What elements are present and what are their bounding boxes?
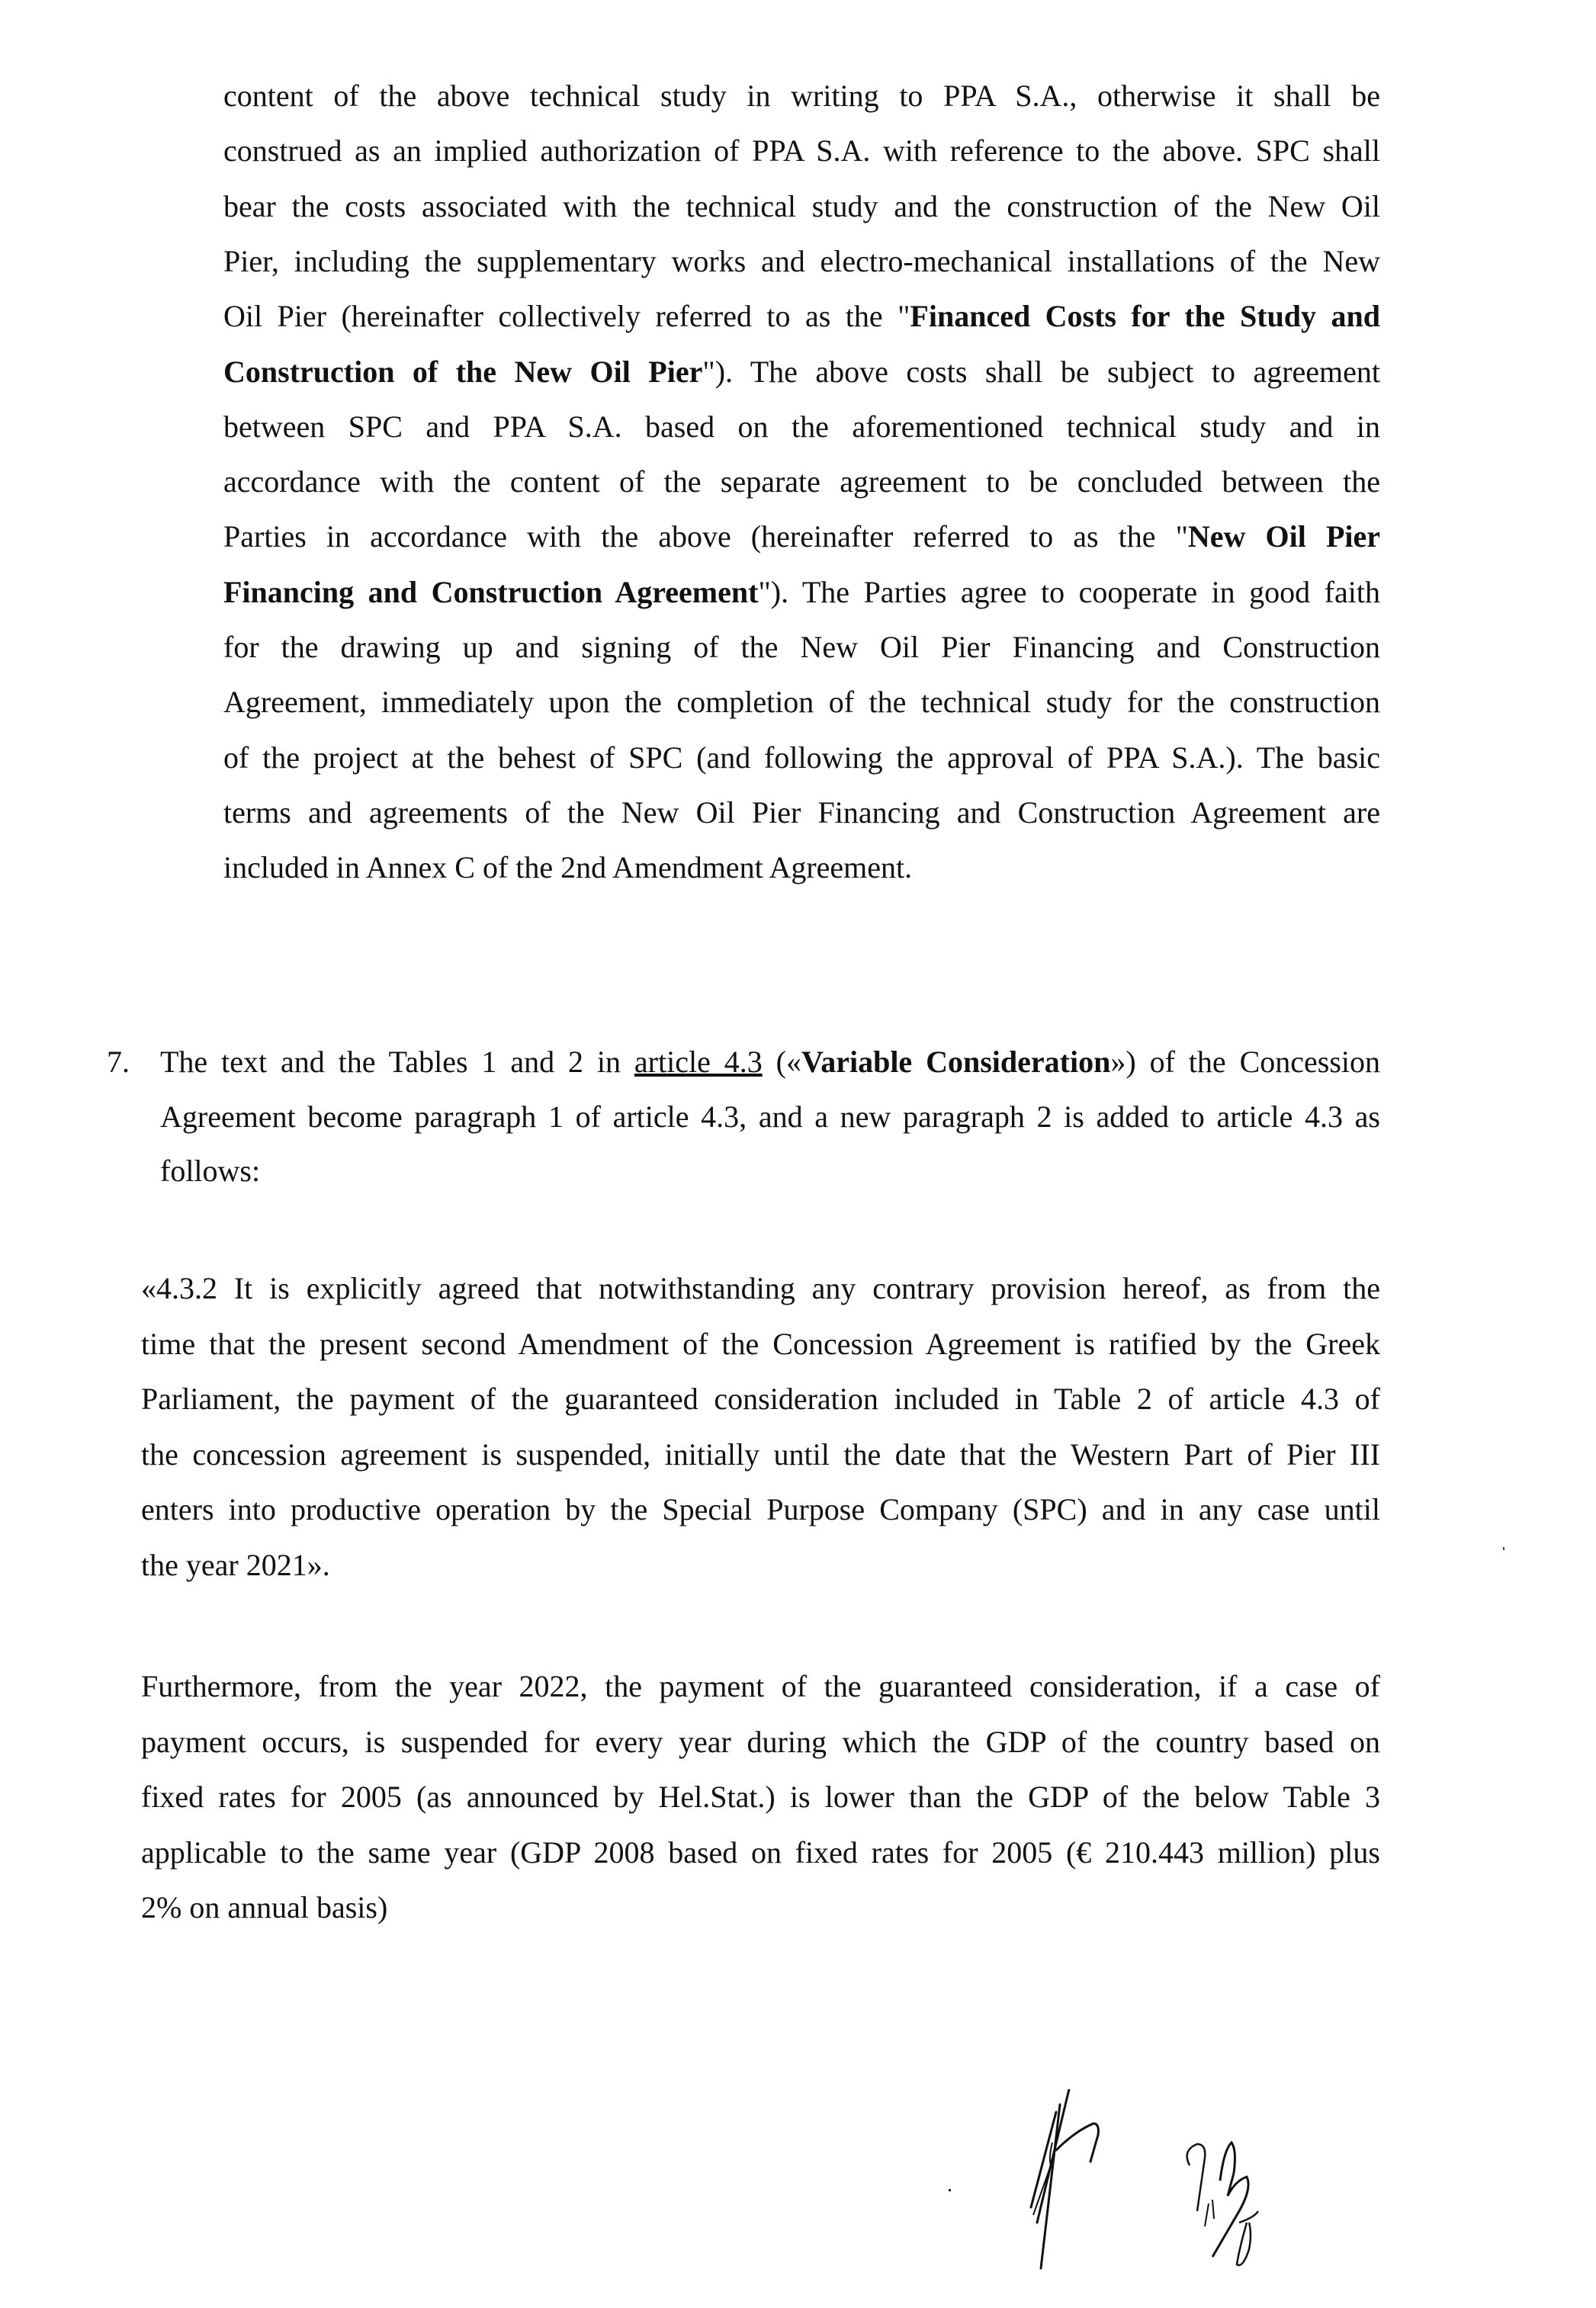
text-line <box>141 1547 1380 1582</box>
text-line <box>141 1835 1380 1870</box>
text-line <box>223 852 1380 883</box>
text-line <box>223 794 1380 830</box>
text-run: "). The above costs shall be subject to agreement <box>702 354 1380 389</box>
text-line <box>223 740 1380 775</box>
text-run: "). The Parties agree to cooperate in good faith <box>758 574 1380 609</box>
text-run: Furthermore, from the year 2022, the payment of the guaranteed consideration, if a case of <box>141 1669 1380 1703</box>
text-run: enters into productive operation by the Special Purpose Company (SPC) and in any case until <box>141 1492 1380 1526</box>
text-run: time that the present second Amendment of the Concession Agreement is ratified by the Greek <box>141 1326 1380 1361</box>
text-line <box>223 519 1381 554</box>
text-run: Oil Pier (hereinafter collectively referred to as the " <box>223 299 910 334</box>
speck <box>949 2189 951 2191</box>
text-run: bear the costs associated with the technical study and the construction of the New Oil <box>223 188 1380 223</box>
text-line <box>223 243 1380 278</box>
text-run: terms and agreements of the New Oil Pier Financing and Construction Agreement are <box>223 794 1380 830</box>
text-run: accordance with the content of the separate agreement to be concluded between the <box>223 464 1380 499</box>
text-run: Parliament, the payment of the guaranteed consideration included in Table 2 of article 4.3 of <box>141 1382 1380 1416</box>
text-run: included in Annex C of the 2nd Amendment Agreement. <box>223 850 913 885</box>
text-run: Agreement become paragraph 1 of article 4.3, and a new paragraph 2 is added to article 4.3 as <box>160 1099 1380 1134</box>
text-line <box>141 1436 1380 1472</box>
text-line <box>141 1326 1380 1361</box>
text-line <box>141 1273 1380 1304</box>
text-line <box>141 1782 1380 1812</box>
text-run: between SPC and PPA S.A. based on the aforementioned technical study and in <box>223 409 1380 444</box>
text-run: (« <box>762 1045 801 1079</box>
signature-1-icon <box>1014 2089 1136 2272</box>
text-run: payment occurs, is suspended for every year during which the GDP of the country based on <box>141 1724 1380 1759</box>
text-run: content of the above technical study in writing to PPA S.A., otherwise it shall be <box>223 79 1380 113</box>
text-line <box>223 574 1380 609</box>
text-run: ») of the Concession <box>1110 1045 1381 1079</box>
bold-term: Financed Costs for the Study and <box>910 299 1380 334</box>
text-line <box>141 1384 1380 1414</box>
bold-term: Financing and Construction Agreement <box>223 574 759 609</box>
text-line <box>160 1099 1380 1134</box>
text-line <box>223 133 1380 169</box>
text-line <box>160 1156 1380 1186</box>
text-run: Parties in accordance with the above (hereinafter referred to as the " <box>223 519 1188 554</box>
bold-term: Construction of the New Oil Pier <box>223 354 703 389</box>
speck <box>1503 1547 1504 1550</box>
signature-2-icon <box>1167 2127 1304 2280</box>
text-line <box>223 354 1380 389</box>
text-line <box>223 409 1380 444</box>
text-run: applicable to the same year (GDP 2008 based on fixed rates for 2005 (€ 210.443 million) plus <box>141 1835 1380 1870</box>
text-line <box>223 81 1380 111</box>
text-run: construed as an implied authorization of PPA S.A. with reference to the above. SPC shall <box>223 133 1380 169</box>
text-line <box>223 464 1380 499</box>
text-run: The text and the Tables 1 and 2 in <box>160 1045 634 1079</box>
text-line <box>223 685 1380 720</box>
item-number: 7. <box>107 1045 130 1079</box>
text-run: for the drawing up and signing of the New Oil Pier Financing and Construction <box>223 630 1380 664</box>
article-link: article 4.3 <box>634 1045 763 1079</box>
text-line <box>223 632 1380 663</box>
text-run: follows: <box>160 1154 261 1188</box>
text-run: «4.3.2 It is explicitly agreed that notwithstanding any contrary provision hereof, as from the <box>141 1271 1380 1305</box>
text-run: the concession agreement is suspended, initially until the date that the Western Part of Pier III <box>141 1436 1380 1472</box>
text-run: the year 2021». <box>141 1547 330 1582</box>
text-run: 2% on annual basis) <box>141 1890 388 1924</box>
text-run: Agreement, immediately upon the completion of the technical study for the construction <box>223 685 1380 720</box>
text-line <box>223 188 1380 223</box>
text-run: fixed rates for 2005 (as announced by Hel.Stat.) is lower than the GDP of the below Table 3 <box>141 1780 1380 1814</box>
text-line <box>223 301 1380 332</box>
text-line <box>141 1494 1380 1525</box>
text-line <box>160 1047 1380 1077</box>
text-line <box>141 1724 1380 1759</box>
bold-term: Variable Consideration <box>801 1045 1111 1079</box>
text-line <box>141 1671 1380 1702</box>
bold-term: New Oil Pier <box>1187 519 1381 554</box>
text-run: of the project at the behest of SPC (and following the approval of PPA S.A.). The basic <box>223 740 1380 775</box>
text-line <box>141 1892 1380 1923</box>
text-run: Pier, including the supplementary works and electro-mechanical installations of the New <box>223 243 1380 278</box>
